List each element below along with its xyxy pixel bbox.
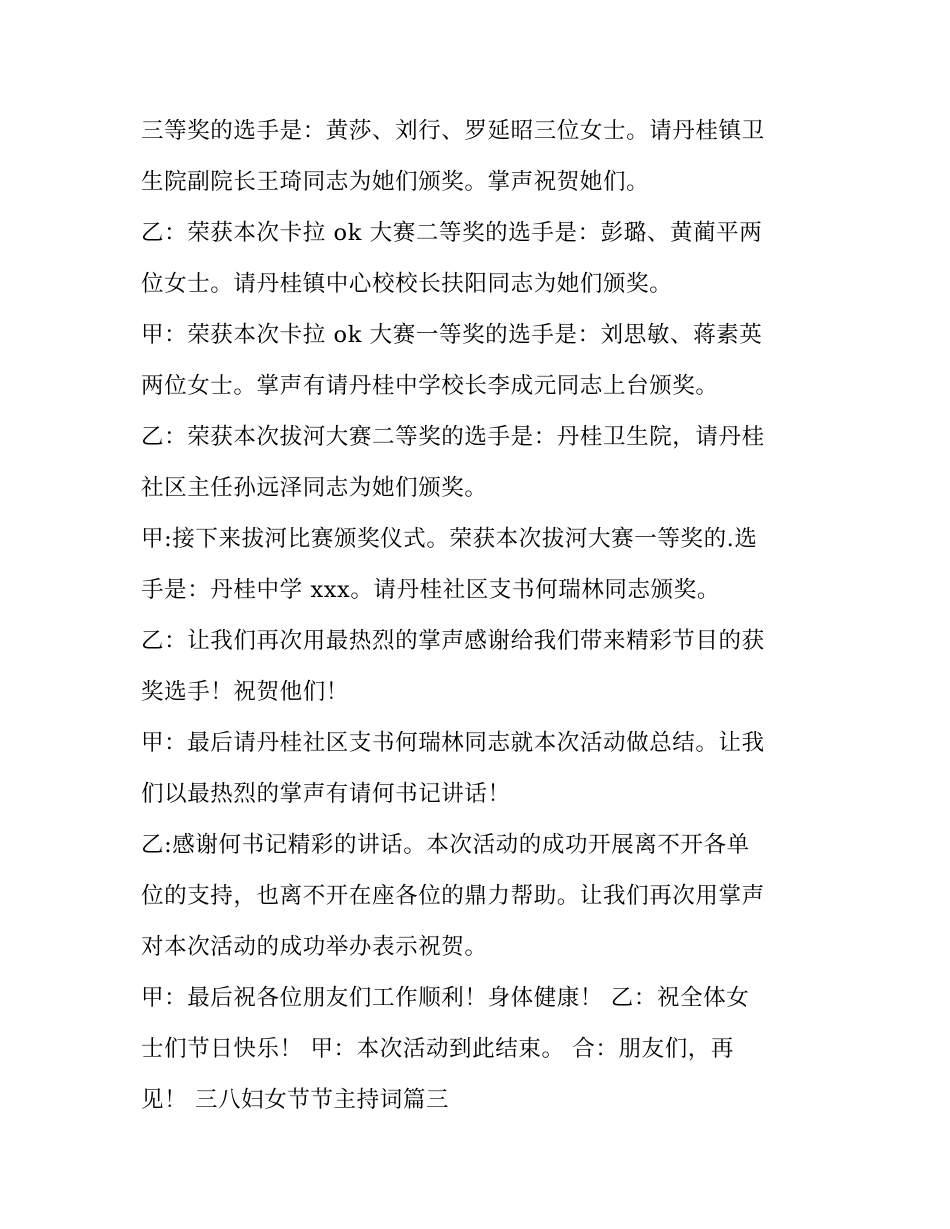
text-line: 士们节日快乐！ 甲：本次活动到此结束。 合：朋友们，再 — [141, 1036, 735, 1062]
text-line: 们以最热烈的掌声有请何书记讲话！ — [141, 781, 511, 807]
document-body — [141, 106, 821, 1126]
text-line: 手是：丹桂中学 xxx。请丹桂社区支书何瑞林同志颁奖。 — [141, 577, 720, 603]
text-line: 位的支持，也离不开在座各位的鼎力帮助。让我们再次用掌声 — [141, 883, 765, 909]
text-line: 甲：最后祝各位朋友们工作顺利！身体健康！ 乙：祝全体女 — [141, 985, 750, 1011]
text-line: 奖选手！祝贺他们！ — [141, 679, 349, 705]
text-line: 见！ 三八妇女节节主持词篇三 — [141, 1087, 450, 1113]
text-line: 乙：荣获本次拔河大赛二等奖的选手是：丹桂卫生院，请丹桂 — [141, 424, 765, 450]
text-line: 对本次活动的成功举办表示祝贺。 — [141, 934, 488, 960]
text-line: 乙：荣获本次卡拉 ok 大赛二等奖的选手是：彭璐、黄蔺平两 — [141, 220, 763, 246]
text-line: 甲：最后请丹桂社区支书何瑞林同志就本次活动做总结。让我 — [141, 730, 765, 756]
text-line: 三等奖的选手是：黄莎、刘行、罗延昭三位女士。请丹桂镇卫 — [141, 118, 765, 144]
text-line: 生院副院长王琦同志为她们颁奖。掌声祝贺她们。 — [141, 169, 650, 195]
text-line: 位女士。请丹桂镇中心校校长扶阳同志为她们颁奖。 — [141, 271, 673, 297]
text-line: 两位女士。掌声有请丹桂中学校长李成元同志上台颁奖。 — [141, 373, 719, 399]
text-line: 甲:接下来拔河比赛颁奖仪式。荣获本次拔河大赛一等奖的.选 — [141, 526, 758, 552]
text-line: 乙：让我们再次用最热烈的掌声感谢给我们带来精彩节目的获 — [141, 628, 765, 654]
text-line: 甲：荣获本次卡拉 ok 大赛一等奖的选手是：刘思敏、蒋素英 — [141, 322, 763, 348]
text-line: 社区主任孙远泽同志为她们颁奖。 — [141, 475, 488, 501]
text-line: 乙:感谢何书记精彩的讲话。本次活动的成功开展离不开各单 — [141, 832, 750, 858]
